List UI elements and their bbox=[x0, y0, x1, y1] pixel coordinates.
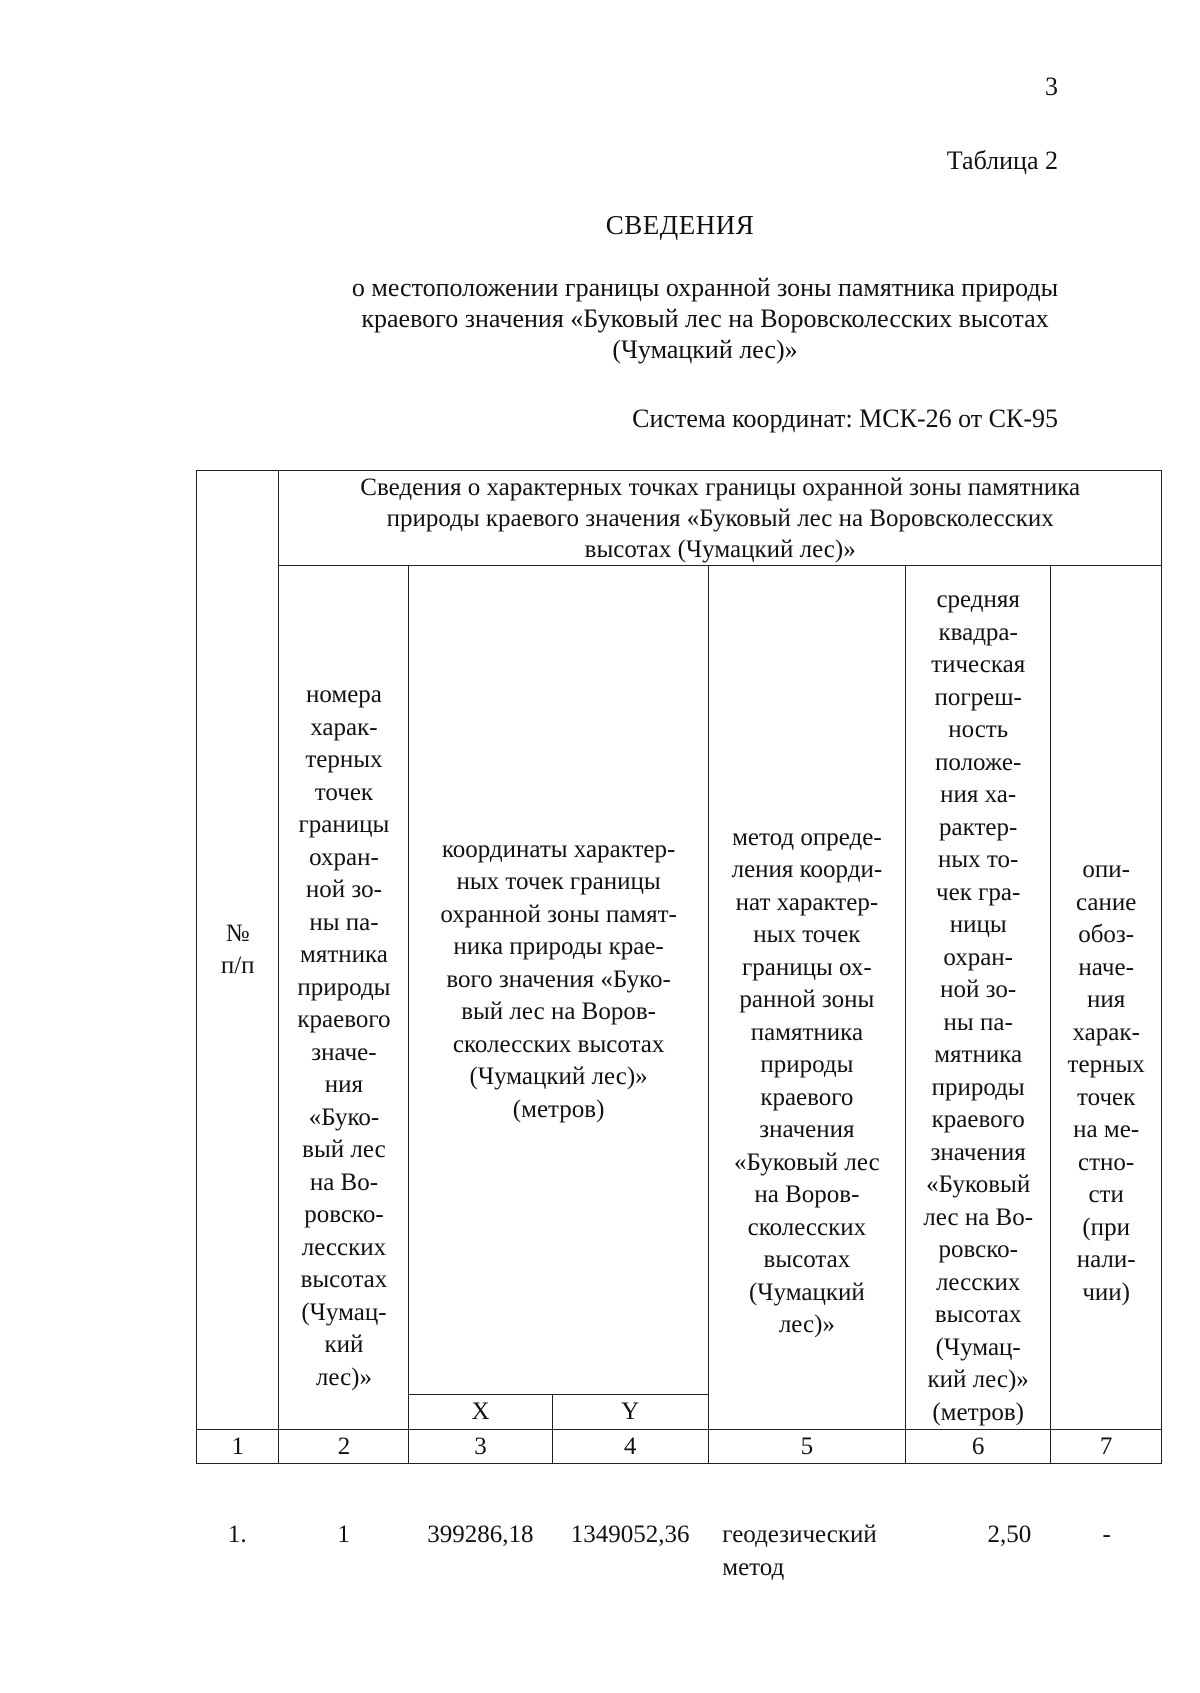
column-number-cell: 4 bbox=[552, 1430, 708, 1464]
column-number-cell: 6 bbox=[906, 1430, 1051, 1464]
row-number: 1. bbox=[227, 1521, 247, 1548]
header-position-error: средняя квадра- тическая погреш- ность положе- ния ха- рактер- ных то- чек гра- ницы охран- ной зо- ны па- мятника природы краевого значения «Буковый лес на Во- ровско- лесских высотах (Чумац- кий лес)» (метров) bbox=[906, 566, 1051, 1430]
header-description: опи- сание обоз- наче- ния харак- терных точек на ме- стно- сти (при нали- чии) bbox=[1051, 566, 1162, 1430]
header-x: X bbox=[409, 1395, 552, 1430]
column-number-cell: 1 bbox=[197, 1430, 279, 1464]
row-method: геодезический метод bbox=[722, 1521, 877, 1581]
row-x-coordinate: 399286,18 bbox=[427, 1521, 534, 1548]
header-y: Y bbox=[552, 1395, 708, 1430]
boundary-points-table bbox=[196, 470, 1162, 1464]
header-number: № п/п bbox=[197, 471, 279, 1430]
column-number-cell: 3 bbox=[409, 1430, 552, 1464]
coordinate-system-label: Система координат: МСК-26 от СК-95 bbox=[632, 404, 1058, 433]
header-method: метод опреде- ления коорди- нат характер- ных точек границы ох- ранной зоны памятника природы краевого значения «Буковый лес на Воров- сколесских высотах (Чумацкий лес)» bbox=[708, 566, 905, 1430]
row-y-coordinate: 1349052,36 bbox=[570, 1521, 690, 1548]
row-point-number: 1 bbox=[337, 1521, 350, 1548]
header-coordinates: координаты характер- ных точек границы охранной зоны памят- ника природы крае- вого значения «Буко- вый лес на Воров- сколесских высотах (Чумацкий лес)» (метров) bbox=[409, 566, 708, 1395]
column-number-cell: 5 bbox=[708, 1430, 905, 1464]
row-description: - bbox=[1102, 1521, 1111, 1548]
document-subtitle: о местоположении границы охранной зоны памятника природы краевого значения «Буковый лес на Воровсколесских высотах (Чумацкий лес)» bbox=[351, 273, 1059, 364]
document-title: СВЕДЕНИЯ bbox=[605, 210, 755, 240]
column-number-cell: 2 bbox=[279, 1430, 409, 1464]
table-label: Таблица 2 bbox=[946, 146, 1058, 175]
header-point-numbers: номера харак- терных точек границы охран- ной зо- ны па- мятника природы краевого значе- ния «Буко- вый лес на Во- ровско- лесских высотах (Чумац- кий лес)» bbox=[279, 566, 409, 1430]
row-position-error: 2,50 bbox=[987, 1521, 1032, 1548]
page-number: 3 bbox=[1045, 72, 1058, 101]
column-number-cell: 7 bbox=[1051, 1430, 1162, 1464]
boundary-points-data bbox=[196, 1518, 1162, 1584]
table-row bbox=[196, 1518, 1162, 1584]
header-group-caption: Сведения о характерных точках границы охранной зоны памятника природы краевого значения «Буковый лес на Воровсколесских высотах (Чумацкий лес)» bbox=[279, 471, 1162, 566]
